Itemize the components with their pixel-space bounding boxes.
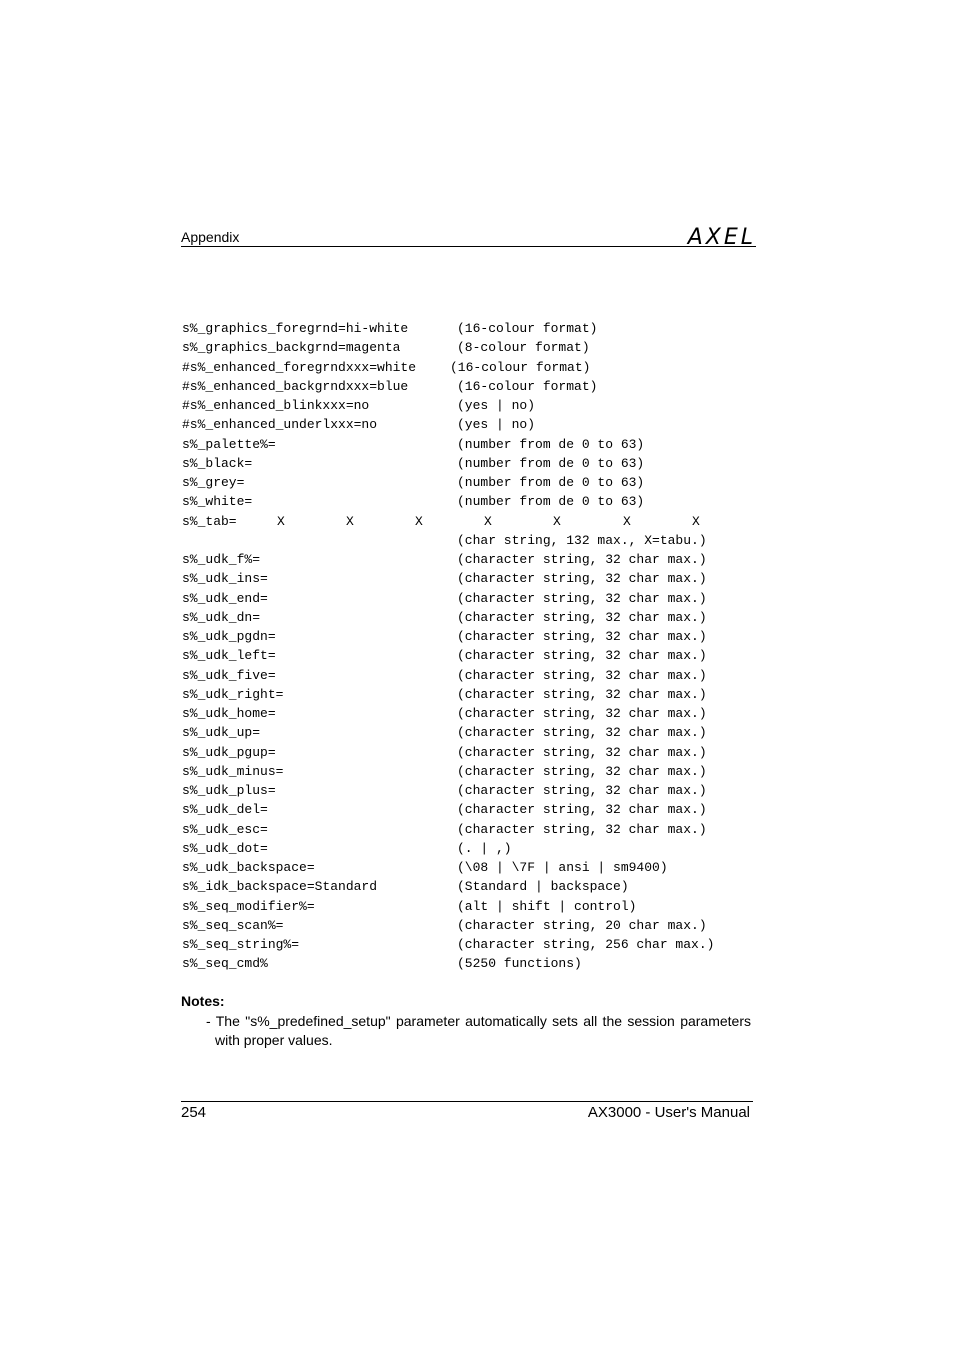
section-title: Appendix: [181, 229, 240, 245]
tab-marker: X: [415, 513, 423, 529]
parameter-row: [182, 897, 772, 916]
parameter-description: (character string, 32 char max.): [457, 706, 707, 721]
parameter-name: s%_udk_right=: [182, 686, 284, 702]
parameter-description: (character string, 32 char max.): [457, 571, 707, 587]
parameter-name: s%_graphics_backgrnd=magenta: [182, 340, 401, 356]
notes-title: Notes:: [181, 993, 225, 1009]
parameter-description: (character string, 32 char max.): [457, 725, 707, 741]
parameter-row: [182, 916, 772, 935]
parameter-description: (char string, 132 max., X=tabu.): [457, 532, 707, 548]
parameter-name: s%_udk_pgup=: [182, 744, 276, 760]
parameter-description: (character string, 32 char max.): [457, 552, 707, 567]
parameter-description: (number from de 0 to 63): [457, 494, 645, 510]
tab-marker: X: [553, 513, 561, 529]
parameter-description: (alt | shift | control): [457, 898, 637, 914]
parameter-name: s%_udk_up=: [182, 725, 261, 741]
parameter-row: [182, 589, 772, 608]
parameter-description: (character string, 32 char max.): [457, 821, 707, 837]
parameter-row: [182, 935, 772, 954]
parameter-row: [182, 569, 772, 588]
axel-logo: AXEL: [687, 225, 756, 250]
parameter-name: s%_seq_cmd%: [182, 956, 268, 972]
parameter-name: s%_udk_five=: [182, 667, 276, 683]
parameter-row: [182, 646, 772, 665]
parameter-row: [182, 338, 772, 357]
parameter-description: (number from de 0 to 63): [457, 436, 645, 452]
tab-marker: X: [692, 513, 700, 529]
parameter-row: [182, 839, 772, 858]
parameter-row: [182, 512, 772, 531]
parameter-row: [182, 377, 772, 396]
parameter-row: [182, 800, 772, 819]
parameter-description: (character string, 32 char max.): [457, 667, 707, 683]
parameter-row: [182, 396, 772, 415]
parameter-row: [182, 415, 772, 434]
parameter-description: (character string, 32 char max.): [457, 648, 707, 664]
parameter-row: [182, 685, 772, 704]
parameter-row: [182, 743, 772, 762]
parameter-description: (16-colour format): [457, 321, 598, 336]
parameter-description: (yes | no): [457, 417, 536, 433]
parameter-description: (8-colour format): [457, 340, 590, 356]
parameter-description: (number from de 0 to 63): [457, 475, 645, 490]
parameter-description: (character string, 32 char max.): [457, 686, 707, 702]
parameter-row: [182, 627, 772, 646]
parameter-name: s%_udk_ins=: [182, 571, 268, 587]
parameter-name: s%_tab=: [182, 513, 237, 529]
parameter-description: (character string, 32 char max.): [457, 590, 707, 606]
parameter-description: (16-colour format): [450, 359, 591, 375]
parameter-row: [182, 531, 772, 550]
parameter-row: [182, 762, 772, 781]
parameter-list: [182, 319, 772, 974]
parameter-name: #s%_enhanced_backgrndxxx=blue: [182, 378, 409, 394]
parameter-row: [182, 954, 772, 973]
parameter-row: [182, 666, 772, 685]
parameter-name: s%_udk_backspace=: [182, 860, 315, 875]
parameter-description: (5250 functions): [457, 956, 582, 972]
parameter-description: (Standard | backspace): [457, 879, 629, 895]
parameter-name: s%_udk_del=: [182, 802, 268, 818]
parameter-row: [182, 492, 772, 511]
parameter-description: (character string, 32 char max.): [457, 744, 707, 760]
parameter-row: [182, 723, 772, 742]
parameter-name: s%_idk_backspace=Standard: [182, 879, 378, 895]
parameter-row: [182, 608, 772, 627]
parameter-name: s%_udk_home=: [182, 706, 276, 721]
tab-marker: X: [277, 513, 285, 529]
parameter-row: [182, 781, 772, 800]
tab-marker: X: [623, 513, 631, 529]
parameter-name: #s%_enhanced_underlxxx=no: [182, 417, 378, 433]
parameter-description: (character string, 32 char max.): [457, 629, 707, 644]
page-header: [181, 225, 756, 250]
parameter-row: [182, 704, 772, 723]
parameter-description: (character string, 256 char max.): [457, 937, 715, 952]
parameter-row: [182, 877, 772, 896]
parameter-row: [182, 358, 772, 377]
parameter-name: s%_udk_end=: [182, 590, 268, 606]
parameter-name: s%_black=: [182, 455, 253, 471]
parameter-description: (character string, 20 char max.): [457, 917, 707, 933]
page-number: 254: [181, 1104, 207, 1121]
parameter-name: s%_udk_plus=: [182, 783, 276, 798]
parameter-name: s%_palette%=: [182, 436, 276, 452]
page-footer: [181, 1101, 753, 1124]
parameter-name: s%_seq_string%=: [182, 937, 300, 952]
parameter-description: (character string, 32 char max.): [457, 802, 707, 818]
parameter-name: s%_udk_f%=: [182, 552, 261, 567]
parameter-description: (. | ,): [457, 840, 512, 856]
tab-marker: X: [346, 513, 354, 529]
parameter-name: s%_udk_pgdn=: [182, 629, 276, 644]
parameter-row: [182, 550, 772, 569]
parameter-row: [182, 473, 772, 492]
parameter-name: #s%_enhanced_foregrndxxx=white: [182, 359, 417, 375]
parameter-row: [182, 435, 772, 454]
parameter-description: (\08 | \7F | ansi | sm9400): [457, 860, 668, 875]
parameter-name: s%_graphics_foregrnd=hi-white: [182, 321, 409, 336]
parameter-row: [182, 319, 772, 338]
parameter-description: (character string, 32 char max.): [457, 609, 707, 625]
parameter-description: (16-colour format): [457, 378, 598, 394]
parameter-description: (number from de 0 to 63): [457, 455, 645, 471]
parameter-name: s%_udk_left=: [182, 648, 276, 664]
manual-title: AX3000 - User's Manual: [587, 1104, 750, 1121]
parameter-name: s%_white=: [182, 494, 253, 510]
parameter-description: (character string, 32 char max.): [457, 763, 707, 779]
note-item: - The "s%_predefined_setup" parameter automatically sets all the session parameters with proper values.: [206, 1013, 751, 1048]
parameter-row: [182, 454, 772, 473]
parameter-name: s%_seq_modifier%=: [182, 898, 315, 914]
parameter-name: s%_udk_dn=: [182, 609, 261, 625]
parameter-name: s%_udk_esc=: [182, 821, 268, 837]
parameter-name: s%_grey=: [182, 475, 245, 490]
parameter-name: s%_seq_scan%=: [182, 917, 284, 933]
notes-section: [181, 992, 751, 1050]
parameter-description: (character string, 32 char max.): [457, 783, 707, 798]
parameter-row: [182, 820, 772, 839]
parameter-name: #s%_enhanced_blinkxxx=no: [182, 398, 370, 413]
parameter-description: (yes | no): [457, 398, 536, 413]
parameter-name: s%_udk_dot=: [182, 840, 268, 856]
tab-marker: X: [484, 513, 492, 529]
parameter-row: [182, 858, 772, 877]
parameter-name: s%_udk_minus=: [182, 763, 284, 779]
